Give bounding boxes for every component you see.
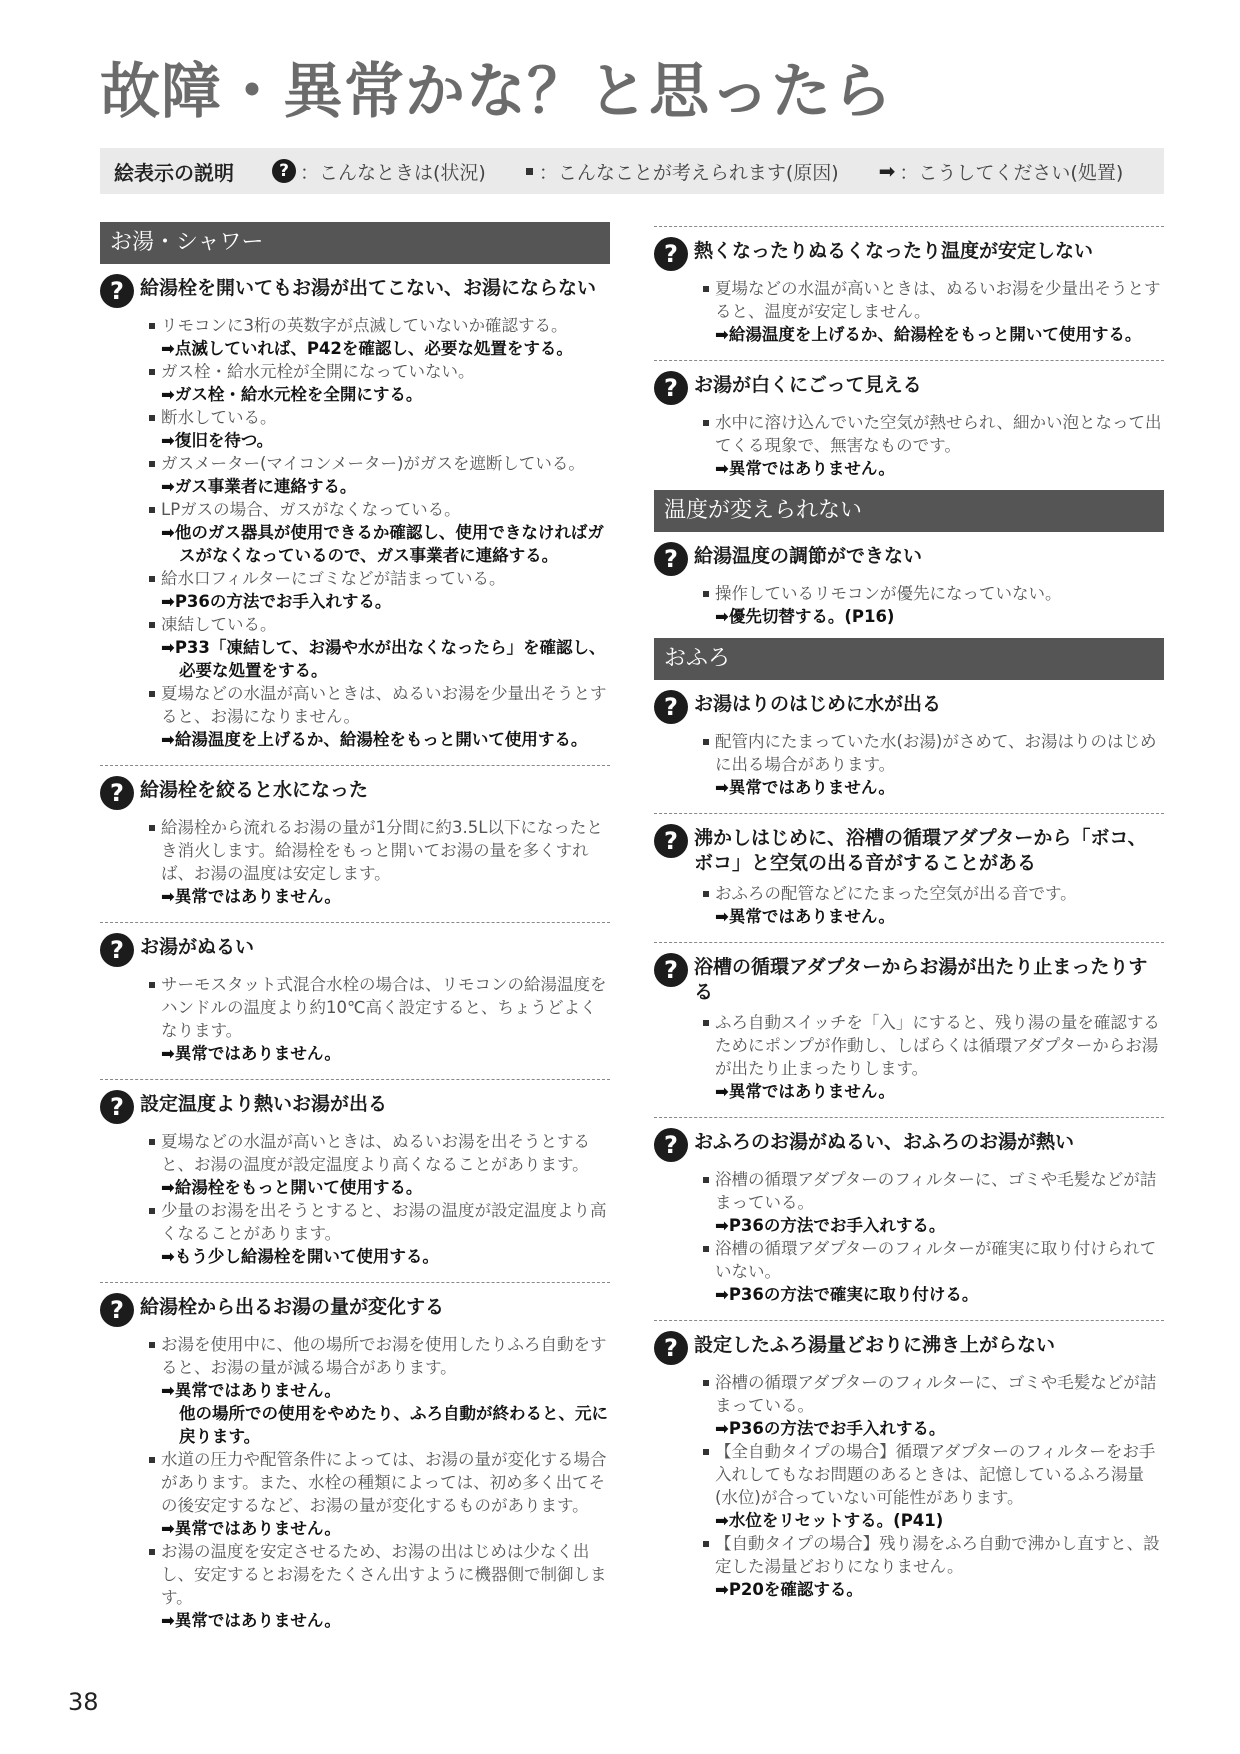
question-row <box>654 822 1164 876</box>
category-header: おふろ <box>654 638 1164 680</box>
page-number: 38 <box>68 1688 99 1716</box>
cause-text: 給水口フィルターにゴミなどが詰まっている。 <box>148 567 610 590</box>
trouble-item <box>654 1320 1164 1611</box>
cause-list <box>702 730 1164 799</box>
category-section <box>654 490 1164 638</box>
question-icon: ? <box>654 690 688 724</box>
cause-list <box>702 582 1164 628</box>
action-text: ➡他のガス器具が使用できるか確認し、使用できなければガスがなくなっているので、ガス事業者に連絡する。 <box>161 523 604 565</box>
cause-text: LPガスの場合、ガスがなくなっている。 <box>148 498 610 521</box>
category-header: 温度が変えられない <box>654 490 1164 532</box>
action-text: ➡P36の方法でお手入れする。 <box>715 1419 946 1438</box>
question-icon: ? <box>100 1293 134 1327</box>
action-text: ➡P36の方法で確実に取り付ける。 <box>715 1285 979 1304</box>
legend-question-label: ：こんなときは(状況) <box>300 161 486 184</box>
left-column <box>100 222 610 1642</box>
trouble-item <box>654 1117 1164 1316</box>
trouble-item <box>654 536 1164 638</box>
question-row <box>100 272 610 308</box>
question-text: 給湯栓を絞ると水になった <box>140 779 369 801</box>
cause-text: 少量のお湯を出そうとすると、お湯の温度が設定温度より高くなることがあります。 <box>148 1199 610 1245</box>
action-text: ➡ガス栓・給水元栓を全開にする。 <box>161 385 423 404</box>
action-text: ➡異常ではありません。 <box>161 1044 341 1063</box>
trouble-item <box>100 1282 610 1642</box>
question-icon: ? <box>654 953 688 987</box>
question-text: お湯が白くにごって見える <box>694 374 922 396</box>
question-icon: ? <box>654 1128 688 1162</box>
question-text: 浴槽の循環アダプターからお湯が出たり止まったりする <box>694 956 1148 1003</box>
action-text: ➡異常ではありません。 <box>161 1611 341 1630</box>
legend-title: 絵表示の説明 <box>114 160 234 185</box>
cause-list <box>148 973 610 1065</box>
question-text: 設定温度より熱いお湯が出る <box>140 1093 388 1115</box>
action-text-note: 他の場所での使用をやめたり、ふろ自動が終わると、元に戻ります。 <box>179 1404 608 1446</box>
action-text: ➡異常ではありません。 <box>715 459 895 478</box>
cause-text: お湯の温度を安定させるため、お湯の出はじめは少なく出し、安定するとお湯をたくさん出すように機器側で制御します。 <box>148 1540 610 1609</box>
action-text: ➡P20を確認する。 <box>715 1580 863 1599</box>
question-icon: ? <box>100 933 134 967</box>
trouble-item <box>654 942 1164 1113</box>
question-icon: ? <box>654 1331 688 1365</box>
cause-list <box>702 411 1164 480</box>
question-icon: ? <box>100 274 134 308</box>
action-text: ➡復旧を待つ。 <box>161 431 274 450</box>
legend-cause-label: ：こんなことが考えられます(原因) <box>538 161 839 184</box>
action-text: ➡ガス事業者に連絡する。 <box>161 477 357 496</box>
question-icon: ? <box>654 824 688 858</box>
action-text: ➡点滅していれば、P42を確認し、必要な処置をする。 <box>161 339 573 358</box>
action-text: ➡水位をリセットする。(P41) <box>715 1511 944 1530</box>
action-text: ➡異常ではありません。 <box>715 778 895 797</box>
question-row <box>654 951 1164 1005</box>
action-text: ➡優先切替する。(P16) <box>715 607 895 626</box>
arrow-right-icon: ➡ <box>878 159 896 183</box>
cause-text: 浴槽の循環アダプターのフィルターが確実に取り付けられていない。 <box>702 1237 1164 1283</box>
action-text: ➡異常ではありません。 <box>161 887 341 906</box>
question-icon: ? <box>100 776 134 810</box>
question-text: お湯がぬるい <box>140 936 255 958</box>
cause-text: リモコンに3桁の英数字が点滅していないか確認する。 <box>148 314 610 337</box>
trouble-item <box>100 268 610 761</box>
cause-text: ガス栓・給水元栓が全開になっていない。 <box>148 360 610 383</box>
action-text: ➡給湯温度を上げるか、給湯栓をもっと開いて使用する。 <box>161 730 588 749</box>
action-text: ➡異常ではありません。 <box>715 907 895 926</box>
legend-question <box>272 158 486 185</box>
cause-list <box>702 882 1164 928</box>
category-header: お湯・シャワー <box>100 222 610 264</box>
cause-text: 浴槽の循環アダプターのフィルターに、ゴミや毛髪などが詰まっている。 <box>702 1168 1164 1214</box>
question-row <box>654 235 1164 271</box>
category-section <box>654 638 1164 1611</box>
cause-list <box>148 1333 610 1632</box>
category-section <box>100 222 610 1642</box>
trouble-item <box>654 684 1164 809</box>
question-row <box>654 540 1164 576</box>
cause-list <box>148 1130 610 1268</box>
legend-action <box>879 158 1124 185</box>
trouble-item <box>100 922 610 1075</box>
cause-text: 夏場などの水温が高いときは、ぬるいお湯を少量出そうとすると、お湯になりません。 <box>148 682 610 728</box>
cause-text: 夏場などの水温が高いときは、ぬるいお湯を出そうとすると、お湯の温度が設定温度より高くなることがあります。 <box>148 1130 610 1176</box>
action-text: ➡異常ではありません。 <box>161 1381 341 1400</box>
question-text: 熱くなったりぬるくなったり温度が安定しない <box>694 240 1094 262</box>
trouble-item <box>654 226 1164 356</box>
cause-text: 操作しているリモコンが優先になっていない。 <box>702 582 1164 605</box>
action-text: ➡給湯温度を上げるか、給湯栓をもっと開いて使用する。 <box>715 325 1142 344</box>
cause-text: ふろ自動スイッチを「入」にすると、残り湯の量を確認するためにポンプが作動し、しばらくは循環アダプターからお湯が出たり止まったりします。 <box>702 1011 1164 1080</box>
legend-bar <box>100 148 1164 194</box>
cause-text: 夏場などの水温が高いときは、ぬるいお湯を少量出そうとすると、温度が安定しません。 <box>702 277 1164 323</box>
action-text: ➡給湯栓をもっと開いて使用する。 <box>161 1178 423 1197</box>
cause-text: お湯を使用中に、他の場所でお湯を使用したりふろ自動をすると、お湯の量が減る場合があります。 <box>148 1333 610 1379</box>
question-row <box>100 1088 610 1124</box>
legend-action-label: ：こうしてください(処置) <box>899 161 1124 184</box>
question-text: おふろのお湯がぬるい、おふろのお湯が熱い <box>694 1131 1075 1153</box>
right-column <box>654 222 1164 1611</box>
cause-text: 【自動タイプの場合】残り湯をふろ自動で沸かし直すと、設定した湯量どおりになりません。 <box>702 1532 1164 1578</box>
cause-list <box>702 1168 1164 1306</box>
question-icon: ? <box>654 542 688 576</box>
question-row <box>100 1291 610 1327</box>
cause-text: 給湯栓から流れるお湯の量が1分間に約3.5L以下になったとき消火します。給湯栓をもっと開いてお湯の量を多くすれば、お湯の温度は安定します。 <box>148 816 610 885</box>
question-text: 設定したふろ湯量どおりに沸き上がらない <box>694 1334 1056 1356</box>
cause-text: ガスメーター(マイコンメーター)がガスを遮断している。 <box>148 452 610 475</box>
legend-cause <box>526 158 839 185</box>
question-text: 給湯温度の調節ができない <box>694 545 923 567</box>
question-row <box>100 931 610 967</box>
cause-list <box>702 1371 1164 1601</box>
trouble-item <box>654 813 1164 938</box>
question-icon: ? <box>272 159 296 183</box>
action-text: ➡P33「凍結して、お湯や水が出なくなったら」を確認し、必要な処置をする。 <box>161 638 606 680</box>
bullet-square-icon <box>526 168 533 175</box>
cause-text: 凍結している。 <box>148 613 610 636</box>
cause-text: 水中に溶け込んでいた空気が熱せられ、細かい泡となって出てくる現象で、無害なものです。 <box>702 411 1164 457</box>
cause-list <box>148 816 610 908</box>
question-text: 沸かしはじめに、浴槽の循環アダプターから「ボコ、ボコ」と空気の出る音がすることがある <box>694 827 1147 874</box>
action-text: ➡異常ではありません。 <box>715 1082 895 1101</box>
cause-list <box>702 277 1164 346</box>
question-row <box>654 369 1164 405</box>
question-icon: ? <box>654 371 688 405</box>
question-row <box>654 1126 1164 1162</box>
action-text: ➡異常ではありません。 <box>161 1519 341 1538</box>
action-text: ➡もう少し給湯栓を開いて使用する。 <box>161 1247 439 1266</box>
cause-text: サーモスタット式混合水栓の場合は、リモコンの給湯温度をハンドルの温度より約10℃高く設定すると、ちょうどよくなります。 <box>148 973 610 1042</box>
cause-text: 浴槽の循環アダプターのフィルターに、ゴミや毛髪などが詰まっている。 <box>702 1371 1164 1417</box>
trouble-item <box>100 1079 610 1278</box>
cause-text: おふろの配管などにたまった空気が出る音です。 <box>702 882 1164 905</box>
question-text: お湯はりのはじめに水が出る <box>694 693 942 715</box>
cause-list <box>148 314 610 751</box>
question-text: 給湯栓を開いてもお湯が出てこない、お湯にならない <box>140 277 597 299</box>
action-text: ➡P36の方法でお手入れする。 <box>715 1216 946 1235</box>
page-title: 故障・異常かな？と思ったら <box>100 57 893 127</box>
question-row <box>100 774 610 810</box>
cause-text: 水道の圧力や配管条件によっては、お湯の量が変化する場合があります。また、水栓の種類によっては、初め多く出てその後安定するなど、お湯の量が変化するものがあります。 <box>148 1448 610 1517</box>
trouble-item <box>100 765 610 918</box>
category-section <box>654 226 1164 490</box>
cause-text: 断水している。 <box>148 406 610 429</box>
question-row <box>654 1329 1164 1365</box>
cause-text: 配管内にたまっていた水(お湯)がさめて、お湯はりのはじめに出る場合があります。 <box>702 730 1164 776</box>
question-text: 給湯栓から出るお湯の量が変化する <box>140 1296 445 1318</box>
cause-text: 【全自動タイプの場合】循環アダプターのフィルターをお手入れしてもなお問題のあるときは、記憶しているふろ湯量(水位)が合っていない可能性があります。 <box>702 1440 1164 1509</box>
question-icon: ? <box>100 1090 134 1124</box>
question-icon: ? <box>654 237 688 271</box>
cause-list <box>702 1011 1164 1103</box>
question-row <box>654 688 1164 724</box>
trouble-item <box>654 360 1164 490</box>
action-text: ➡P36の方法でお手入れする。 <box>161 592 392 611</box>
